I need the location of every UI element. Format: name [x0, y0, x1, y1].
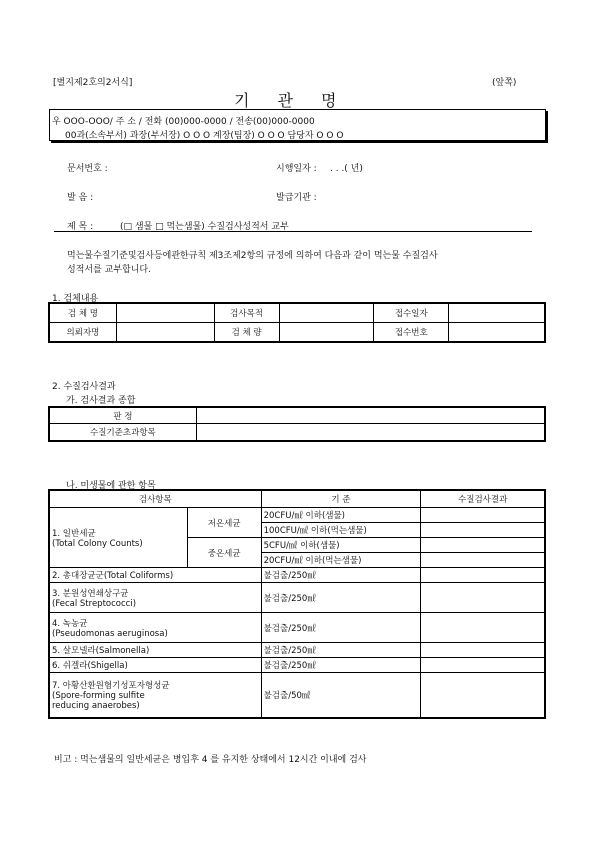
table-row	[50, 673, 545, 718]
result-value	[421, 553, 545, 568]
standard-value: 20CFU/㎖ 이하(먹는샘물)	[261, 553, 421, 568]
specimen-amount-value	[279, 323, 374, 342]
exec-date-value: . . .( 년)	[330, 164, 363, 174]
title-char-3: 명	[320, 91, 337, 110]
exceeded-items-value	[196, 424, 544, 441]
standard-value: 5CFU/㎖ 이하(샘물)	[261, 538, 421, 553]
exec-date-label: 시행일자 :	[276, 164, 317, 174]
title-char-2: 관	[277, 91, 293, 110]
result-value	[421, 568, 545, 583]
body-text-line1: 먹는물수질기준및검사등에관한규칙 제3조제2항의 규정에 의하여 다음과 같이 먹는물 수질검사	[67, 251, 438, 261]
test-purpose-label: 검사목적	[214, 304, 279, 323]
table-row	[50, 508, 545, 523]
receipt-number-value	[449, 323, 545, 342]
judgment-value	[196, 408, 544, 424]
standard-value: 20CFU/㎖ 이하(샘물)	[261, 508, 421, 523]
result-value	[421, 643, 545, 658]
section2-subtitle-b: 나. 미생물에 관한 항목	[66, 481, 156, 491]
header-staff-line: 00과(소속부서) 과장(부서장) O O O 계장(팀장) O O O 담당자 O O O	[65, 131, 344, 141]
table-row	[50, 304, 545, 323]
item-name-line: 3. 분원성연쇄상구균	[52, 588, 129, 599]
standard-value: 불검출/250㎖	[261, 583, 421, 613]
test-purpose-value	[279, 304, 374, 323]
table-row	[50, 643, 545, 658]
doc-number-label: 문서번호 :	[67, 164, 108, 174]
col-header-standard: 기 준	[261, 491, 421, 508]
standard-value: 불검출/250㎖	[261, 568, 421, 583]
specimen-name-label: 검 체 명	[50, 304, 117, 323]
header-address-line: 우 OOO-OOO/ 주 소 / 전화 (00)000-0000 / 전송(00)000-0000	[52, 117, 315, 127]
item-name	[50, 583, 262, 613]
item-name	[50, 673, 262, 718]
standard-value: 불검출/250㎖	[261, 613, 421, 643]
specimen-name-value	[116, 304, 214, 323]
general-bacteria-label	[50, 508, 188, 568]
item-name: 5. 살모넬라(Salmonella)	[50, 643, 262, 658]
receipt-number-label: 접수번호	[374, 323, 449, 342]
table-row	[50, 583, 545, 613]
result-value	[421, 538, 545, 553]
col-header-result: 수질검사결과	[421, 491, 545, 508]
result-value	[421, 658, 545, 673]
item-name	[50, 613, 262, 643]
requester-name-value	[116, 323, 214, 342]
result-value	[421, 613, 545, 643]
low-temp-bacteria-label: 저온세균	[187, 508, 261, 538]
mid-temp-bacteria-label: 중온세균	[187, 538, 261, 568]
requester-name-label: 의뢰자명	[50, 323, 117, 342]
issuer-label: 발급기관 :	[276, 193, 317, 203]
standard-value: 불검출/250㎖	[261, 658, 421, 673]
result-value	[421, 508, 545, 523]
table-row	[50, 491, 545, 508]
section2-title: 2. 수질검사결과	[52, 382, 116, 392]
specimen-amount-label: 검 체 량	[214, 323, 279, 342]
item-name-line: (Pseudomonas aeruginosa)	[52, 628, 168, 639]
item-name-line: 7. 아황산환원혐기성포자형성균	[52, 681, 170, 691]
item-name-line: reducing anaerobes)	[52, 701, 140, 711]
microbe-table	[49, 490, 545, 718]
body-text-line2: 성적서를 교부합니다.	[67, 265, 151, 275]
subject-value: (□ 샘물 □ 먹는샘물) 수질검사성적서 교부	[120, 222, 289, 232]
specimen-table	[49, 303, 545, 342]
item-name-line: (Spore-forming sulfite	[52, 691, 145, 701]
item-name: 6. 쉬겔라(Shigella)	[50, 658, 262, 673]
table-row	[50, 408, 545, 424]
receipt-date-value	[449, 304, 545, 323]
general-bacteria-name: 1. 일반세균	[52, 528, 96, 539]
table-row	[50, 323, 545, 342]
general-bacteria-name-en: (Total Colony Counts)	[52, 538, 143, 549]
subject-label: 제 목 :	[67, 222, 94, 232]
sender-label: 발 음 :	[67, 193, 94, 203]
result-value	[421, 673, 545, 718]
table-row	[50, 658, 545, 673]
col-header-test-item: 검사항목	[50, 491, 262, 508]
summary-table	[49, 407, 545, 441]
result-value	[421, 583, 545, 613]
section2-subtitle-a: 가. 검사결과 종합	[66, 396, 136, 406]
title-char-1: 기	[234, 91, 250, 110]
exceeded-items-label: 수질기준초과항목	[50, 424, 197, 441]
item-name: 2. 총대장균군(Total Coliforms)	[50, 568, 262, 583]
table-row	[50, 613, 545, 643]
page-title	[234, 88, 336, 111]
receipt-date-label: 접수일자	[374, 304, 449, 323]
form-code: [별지제2호의2서식]	[53, 78, 133, 88]
remark-text: 비고 : 먹는샘물의 일반세균은 병입후 4 를 유지한 상태에서 12시간 이내에 검사	[54, 755, 367, 765]
section1-title: 1. 검체내용	[52, 294, 99, 304]
standard-value: 불검출/50㎖	[261, 673, 421, 718]
judgment-label: 판 정	[50, 408, 197, 424]
subject-underline	[54, 231, 532, 232]
table-row	[50, 424, 545, 441]
item-name-line: 4. 녹농균	[52, 618, 88, 629]
table-row	[50, 568, 545, 583]
standard-value: 불검출/250㎖	[261, 643, 421, 658]
item-name-line: (Fecal Streptococci)	[52, 598, 137, 609]
standard-value: 100CFU/㎖ 이하(먹는샘물)	[261, 523, 421, 538]
result-value	[421, 523, 545, 538]
page-side-label: (앞쪽)	[492, 78, 517, 88]
